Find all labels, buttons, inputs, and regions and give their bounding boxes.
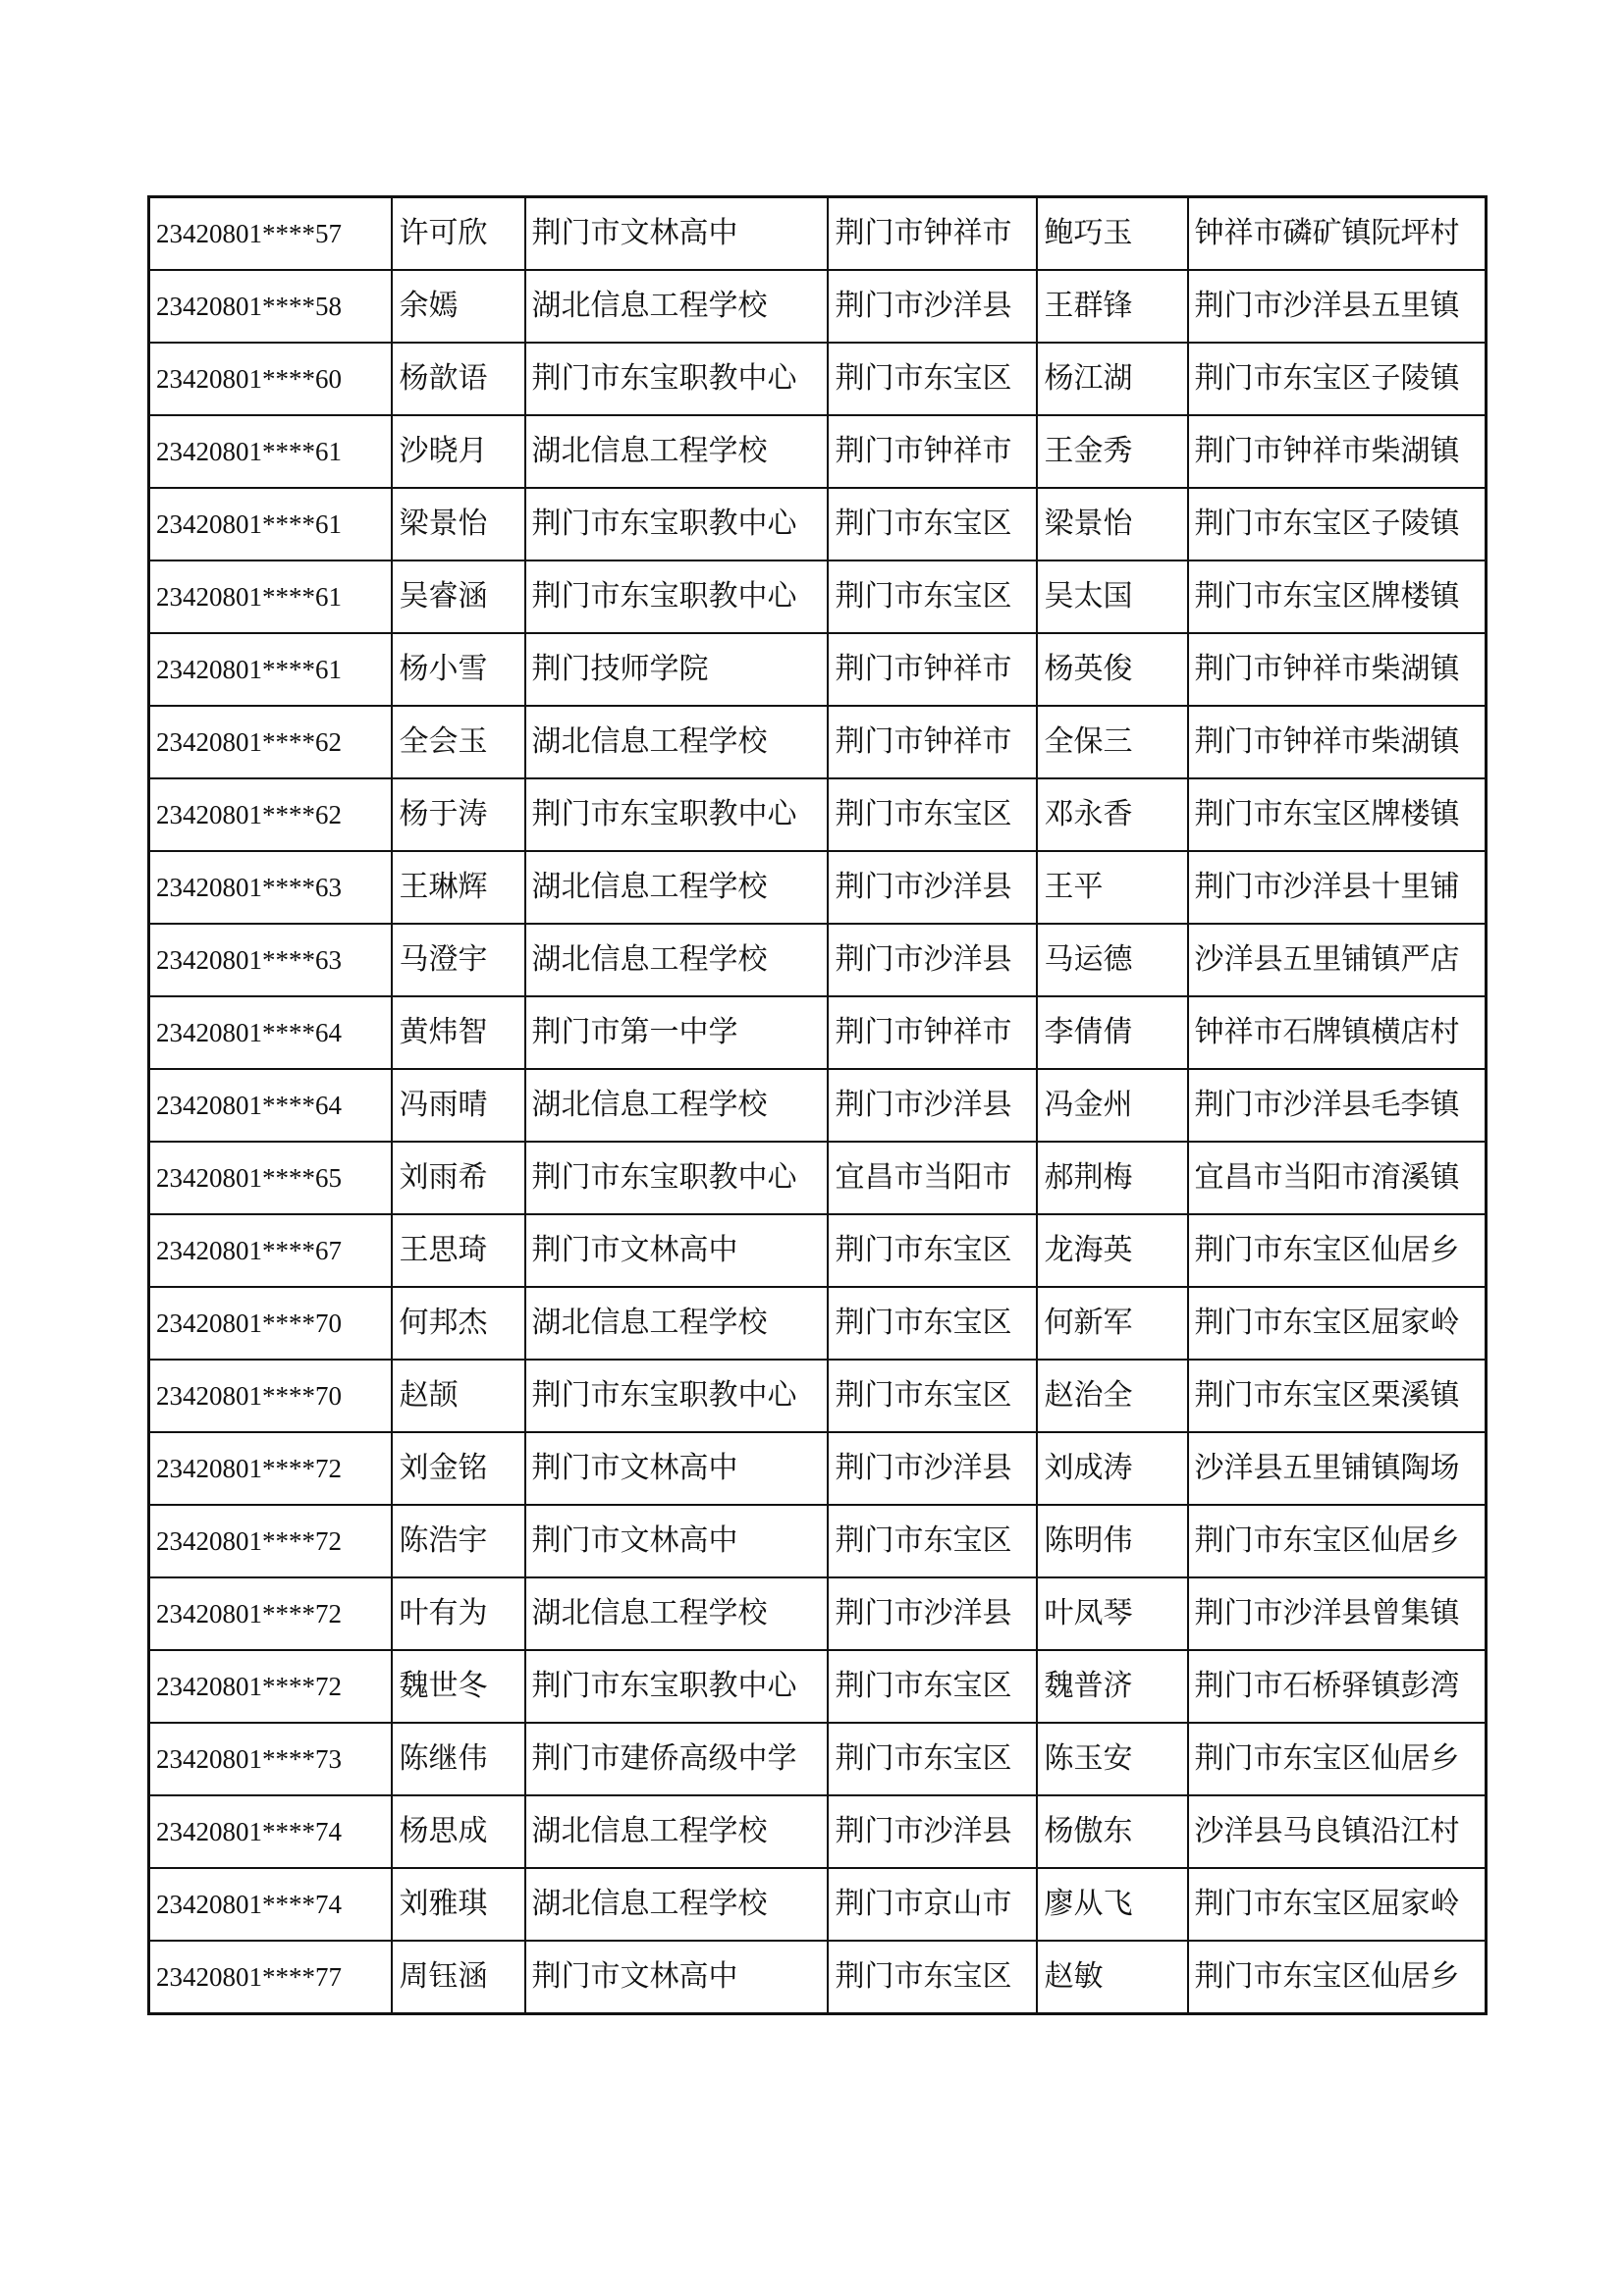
region-cell: 荆门市东宝区 [828,1214,1037,1287]
region-cell: 荆门市沙洋县 [828,270,1037,343]
student-id-cell: 23420801****77 [149,1941,392,2014]
address-cell: 宜昌市当阳市淯溪镇 [1188,1142,1487,1214]
student-name-cell: 刘雨希 [392,1142,525,1214]
table-row [149,706,1487,778]
student-id-cell: 23420801****70 [149,1360,392,1432]
guardian-name-cell: 杨江湖 [1037,343,1188,415]
address-cell: 荆门市沙洋县十里铺 [1188,851,1487,924]
student-name-cell: 黄炜智 [392,996,525,1069]
guardian-name-cell: 鲍巧玉 [1037,197,1188,271]
address-cell: 荆门市东宝区屈家岭 [1188,1287,1487,1360]
school-cell: 湖北信息工程学校 [525,415,828,488]
region-cell: 荆门市东宝区 [828,1287,1037,1360]
address-cell: 荆门市钟祥市柴湖镇 [1188,706,1487,778]
student-name-cell: 杨歆语 [392,343,525,415]
student-id-cell: 23420801****74 [149,1868,392,1941]
table-row [149,996,1487,1069]
address-cell: 荆门市钟祥市柴湖镇 [1188,415,1487,488]
student-name-cell: 陈浩宇 [392,1505,525,1577]
student-id-cell: 23420801****62 [149,706,392,778]
guardian-name-cell: 刘成涛 [1037,1432,1188,1505]
school-cell: 荆门市东宝职教中心 [525,343,828,415]
table-row [149,1795,1487,1868]
student-id-cell: 23420801****62 [149,778,392,851]
student-id-cell: 23420801****65 [149,1142,392,1214]
school-cell: 荆门市文林高中 [525,1214,828,1287]
region-cell: 荆门市沙洋县 [828,1069,1037,1142]
table-row [149,1577,1487,1650]
table-row [149,343,1487,415]
address-cell: 钟祥市磷矿镇阮坪村 [1188,197,1487,271]
address-cell: 沙洋县五里铺镇陶场 [1188,1432,1487,1505]
student-name-cell: 杨思成 [392,1795,525,1868]
guardian-name-cell: 赵治全 [1037,1360,1188,1432]
table-row [149,270,1487,343]
region-cell: 荆门市沙洋县 [828,851,1037,924]
region-cell: 荆门市东宝区 [828,1650,1037,1723]
student-name-cell: 杨小雪 [392,633,525,706]
address-cell: 沙洋县马良镇沿江村 [1188,1795,1487,1868]
school-cell: 湖北信息工程学校 [525,851,828,924]
guardian-name-cell: 何新军 [1037,1287,1188,1360]
guardian-name-cell: 赵敏 [1037,1941,1188,2014]
guardian-name-cell: 全保三 [1037,706,1188,778]
student-id-cell: 23420801****73 [149,1723,392,1795]
guardian-name-cell: 龙海英 [1037,1214,1188,1287]
table-row [149,1432,1487,1505]
school-cell: 湖北信息工程学校 [525,270,828,343]
student-name-cell: 沙晓月 [392,415,525,488]
student-name-cell: 梁景怡 [392,488,525,561]
student-id-cell: 23420801****64 [149,1069,392,1142]
student-name-cell: 叶有为 [392,1577,525,1650]
guardian-name-cell: 魏普济 [1037,1650,1188,1723]
school-cell: 荆门市第一中学 [525,996,828,1069]
table-row [149,561,1487,633]
table-row [149,851,1487,924]
student-name-cell: 马澄宇 [392,924,525,996]
region-cell: 荆门市东宝区 [828,1360,1037,1432]
address-cell: 荆门市钟祥市柴湖镇 [1188,633,1487,706]
roster-table [147,195,1488,2015]
student-name-cell: 魏世冬 [392,1650,525,1723]
region-cell: 荆门市东宝区 [828,343,1037,415]
student-name-cell: 刘金铭 [392,1432,525,1505]
address-cell: 荆门市东宝区子陵镇 [1188,488,1487,561]
school-cell: 荆门市东宝职教中心 [525,1360,828,1432]
school-cell: 荆门市文林高中 [525,1432,828,1505]
student-name-cell: 陈继伟 [392,1723,525,1795]
roster-table-body [149,197,1487,2014]
table-row [149,1142,1487,1214]
school-cell: 湖北信息工程学校 [525,924,828,996]
region-cell: 荆门市东宝区 [828,1723,1037,1795]
table-row [149,1505,1487,1577]
table-row [149,1214,1487,1287]
student-id-cell: 23420801****61 [149,488,392,561]
region-cell: 荆门市钟祥市 [828,996,1037,1069]
table-row [149,488,1487,561]
region-cell: 荆门市东宝区 [828,1505,1037,1577]
student-id-cell: 23420801****64 [149,996,392,1069]
school-cell: 湖北信息工程学校 [525,1795,828,1868]
table-row [149,415,1487,488]
school-cell: 湖北信息工程学校 [525,706,828,778]
region-cell: 荆门市沙洋县 [828,1795,1037,1868]
student-name-cell: 何邦杰 [392,1287,525,1360]
student-name-cell: 刘雅琪 [392,1868,525,1941]
guardian-name-cell: 冯金州 [1037,1069,1188,1142]
student-name-cell: 王思琦 [392,1214,525,1287]
student-name-cell: 杨于涛 [392,778,525,851]
school-cell: 湖北信息工程学校 [525,1868,828,1941]
region-cell: 荆门市钟祥市 [828,415,1037,488]
address-cell: 钟祥市石牌镇横店村 [1188,996,1487,1069]
student-id-cell: 23420801****63 [149,851,392,924]
guardian-name-cell: 陈玉安 [1037,1723,1188,1795]
address-cell: 荆门市沙洋县曾集镇 [1188,1577,1487,1650]
address-cell: 荆门市东宝区仙居乡 [1188,1941,1487,2014]
guardian-name-cell: 梁景怡 [1037,488,1188,561]
address-cell: 荆门市沙洋县毛李镇 [1188,1069,1487,1142]
table-row [149,1868,1487,1941]
student-id-cell: 23420801****74 [149,1795,392,1868]
region-cell: 荆门市东宝区 [828,1941,1037,2014]
region-cell: 荆门市钟祥市 [828,706,1037,778]
school-cell: 荆门市东宝职教中心 [525,1650,828,1723]
region-cell: 荆门市东宝区 [828,561,1037,633]
guardian-name-cell: 王群锋 [1037,270,1188,343]
table-row [149,197,1487,271]
table-row [149,1723,1487,1795]
region-cell: 荆门市沙洋县 [828,1577,1037,1650]
student-name-cell: 冯雨晴 [392,1069,525,1142]
student-id-cell: 23420801****57 [149,197,392,271]
address-cell: 沙洋县五里铺镇严店 [1188,924,1487,996]
address-cell: 荆门市沙洋县五里镇 [1188,270,1487,343]
school-cell: 湖北信息工程学校 [525,1577,828,1650]
student-name-cell: 余嫣 [392,270,525,343]
table-row [149,924,1487,996]
table-row [149,1287,1487,1360]
region-cell: 荆门市钟祥市 [828,197,1037,271]
guardian-name-cell: 杨英俊 [1037,633,1188,706]
address-cell: 荆门市东宝区仙居乡 [1188,1505,1487,1577]
student-name-cell: 赵颉 [392,1360,525,1432]
guardian-name-cell: 王金秀 [1037,415,1188,488]
guardian-name-cell: 廖从飞 [1037,1868,1188,1941]
table-row [149,778,1487,851]
address-cell: 荆门市东宝区仙居乡 [1188,1214,1487,1287]
table-row [149,633,1487,706]
guardian-name-cell: 吴太国 [1037,561,1188,633]
table-row [149,1069,1487,1142]
table-row [149,1360,1487,1432]
school-cell: 湖北信息工程学校 [525,1069,828,1142]
address-cell: 荆门市东宝区子陵镇 [1188,343,1487,415]
address-cell: 荆门市东宝区屈家岭 [1188,1868,1487,1941]
student-name-cell: 全会玉 [392,706,525,778]
address-cell: 荆门市东宝区牌楼镇 [1188,561,1487,633]
student-id-cell: 23420801****58 [149,270,392,343]
school-cell: 荆门市文林高中 [525,1941,828,2014]
table-row [149,1941,1487,2014]
guardian-name-cell: 马运德 [1037,924,1188,996]
region-cell: 宜昌市当阳市 [828,1142,1037,1214]
address-cell: 荆门市东宝区仙居乡 [1188,1723,1487,1795]
region-cell: 荆门市沙洋县 [828,924,1037,996]
student-id-cell: 23420801****60 [149,343,392,415]
student-id-cell: 23420801****61 [149,561,392,633]
student-id-cell: 23420801****72 [149,1432,392,1505]
school-cell: 荆门市文林高中 [525,1505,828,1577]
student-id-cell: 23420801****70 [149,1287,392,1360]
guardian-name-cell: 叶凤琴 [1037,1577,1188,1650]
school-cell: 荆门市东宝职教中心 [525,778,828,851]
address-cell: 荆门市东宝区牌楼镇 [1188,778,1487,851]
address-cell: 荆门市石桥驿镇彭湾 [1188,1650,1487,1723]
table-row [149,1650,1487,1723]
student-id-cell: 23420801****61 [149,415,392,488]
school-cell: 湖北信息工程学校 [525,1287,828,1360]
guardian-name-cell: 陈明伟 [1037,1505,1188,1577]
region-cell: 荆门市沙洋县 [828,1432,1037,1505]
student-id-cell: 23420801****61 [149,633,392,706]
region-cell: 荆门市钟祥市 [828,633,1037,706]
region-cell: 荆门市京山市 [828,1868,1037,1941]
student-name-cell: 许可欣 [392,197,525,271]
student-id-cell: 23420801****72 [149,1650,392,1723]
guardian-name-cell: 王平 [1037,851,1188,924]
school-cell: 荆门市东宝职教中心 [525,1142,828,1214]
student-id-cell: 23420801****72 [149,1505,392,1577]
school-cell: 荆门技师学院 [525,633,828,706]
school-cell: 荆门市东宝职教中心 [525,488,828,561]
student-name-cell: 周钰涵 [392,1941,525,2014]
student-name-cell: 吴睿涵 [392,561,525,633]
school-cell: 荆门市建侨高级中学 [525,1723,828,1795]
guardian-name-cell: 杨傲东 [1037,1795,1188,1868]
school-cell: 荆门市文林高中 [525,197,828,271]
school-cell: 荆门市东宝职教中心 [525,561,828,633]
student-id-cell: 23420801****67 [149,1214,392,1287]
address-cell: 荆门市东宝区栗溪镇 [1188,1360,1487,1432]
region-cell: 荆门市东宝区 [828,778,1037,851]
guardian-name-cell: 邓永香 [1037,778,1188,851]
student-id-cell: 23420801****72 [149,1577,392,1650]
region-cell: 荆门市东宝区 [828,488,1037,561]
student-name-cell: 王琳辉 [392,851,525,924]
guardian-name-cell: 郝荆梅 [1037,1142,1188,1214]
guardian-name-cell: 李倩倩 [1037,996,1188,1069]
student-id-cell: 23420801****63 [149,924,392,996]
